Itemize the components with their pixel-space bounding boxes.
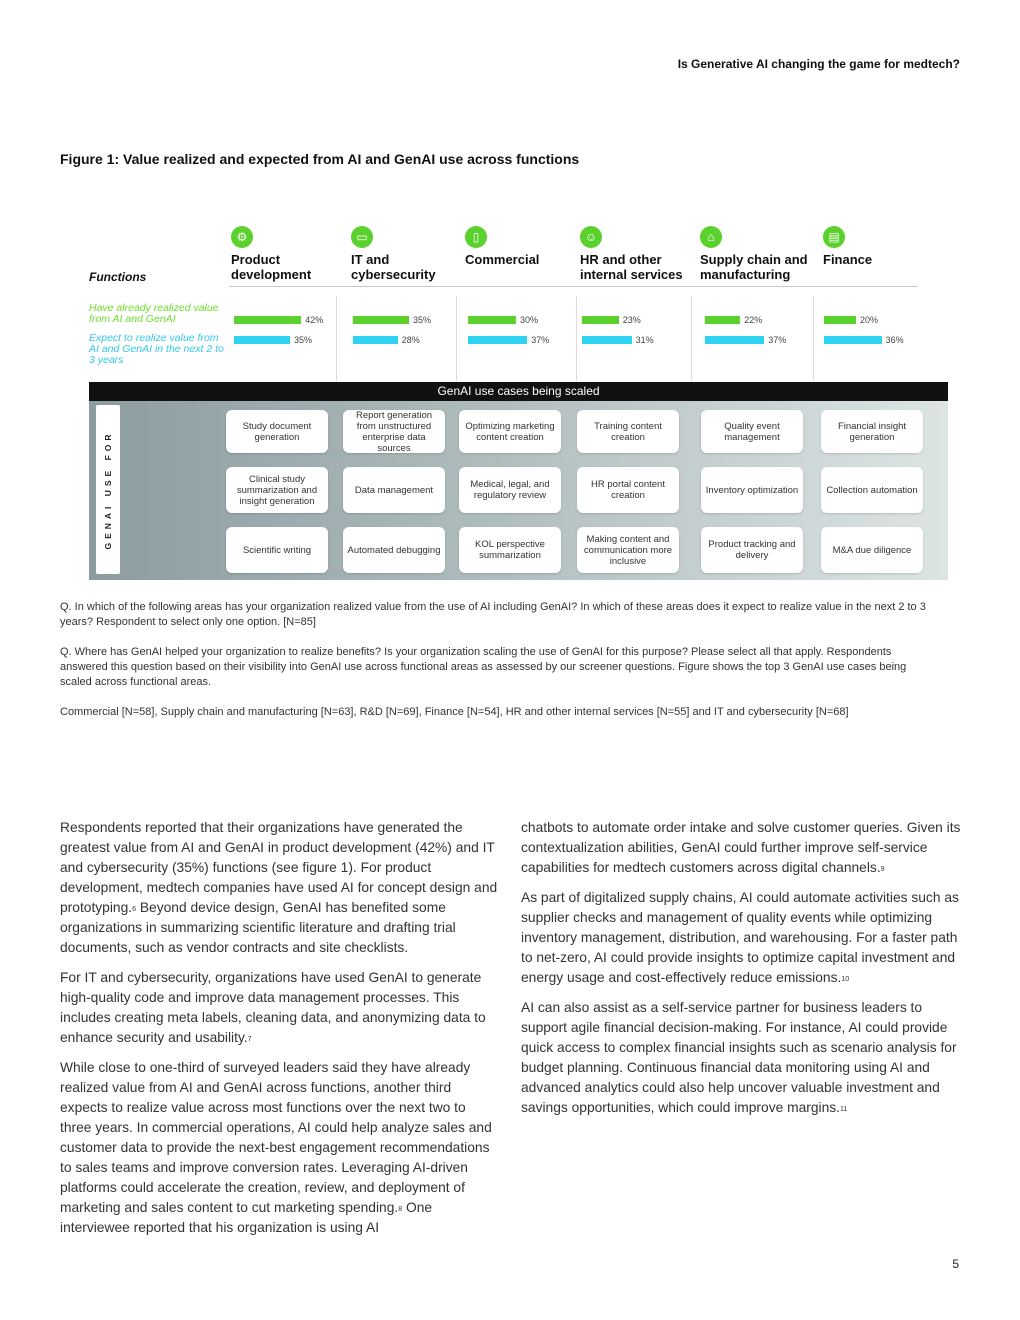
use-case-card: Making content and communication more inclusive xyxy=(577,527,679,573)
factory-icon: ⌂ xyxy=(700,226,722,248)
bar-value-label: 35% xyxy=(294,335,313,345)
bar-expected xyxy=(234,336,290,344)
use-case-card: HR portal content creation xyxy=(577,467,679,513)
footnote-reference: 11 xyxy=(840,1106,848,1113)
bar-value-label: 36% xyxy=(885,335,904,345)
gear-icon: ⚙ xyxy=(231,226,253,248)
use-case-card: Optimizing marketing content creation xyxy=(459,410,561,453)
use-case-card: KOL perspective summarization xyxy=(459,527,561,573)
footnote-reference: 7 xyxy=(247,1036,252,1043)
column-separator xyxy=(576,296,577,381)
body-paragraph: AI can also assist as a self-service partner for business leaders to support agile financial decision-making. For instance, AI could provide quick access to complex financial insights such as scenario analysis for budget planning. Continuous financial data monitoring using AI and advanced analytics could also help uncover valuable investment and savings opportunities, which could improve margins.$^{11}$ xyxy=(521,1000,957,1115)
column-separator xyxy=(691,296,692,381)
function-name: Supply chain and manufacturing xyxy=(700,252,808,282)
bar-value-label: 42% xyxy=(305,315,324,325)
bar-realized xyxy=(468,316,516,324)
functions-label: Functions xyxy=(89,270,147,284)
figure-title: Figure 1: Value realized and expected from AI and GenAI use across functions xyxy=(60,151,580,167)
body-paragraph: chatbots to automate order intake and solve customer queries. Given its contextualization abilities, GenAI could further improve self-service capabilities for medtech customers across digital channels.$^9$ xyxy=(521,820,961,875)
use-case-card: Inventory optimization xyxy=(701,467,803,513)
bar-expected xyxy=(582,336,632,344)
function-header-rule xyxy=(229,286,918,287)
bar-value-label: 30% xyxy=(520,315,539,325)
bar-expected xyxy=(824,336,882,344)
body-paragraph: Respondents reported that their organizations have generated the greatest value from AI and GenAI in product development (42%) and IT and cybersecurity (35%) functions (see figure 1). For product development, medtech companies have used AI for concept design and prototyping.$^6$ Beyond device design, GenAI has benefited some organizations in summarizing scientific literature and drafting trial documents, such as vendor contracts and site checklists. xyxy=(60,820,498,955)
running-header: Is Generative AI changing the game for medtech? xyxy=(677,57,960,71)
bar-value-label: 31% xyxy=(635,335,654,345)
use-case-card: Study document generation xyxy=(226,410,328,453)
column-separator xyxy=(456,296,457,381)
use-case-card: Clinical study summarization and insight generation xyxy=(226,467,328,513)
footnote-reference: 8 xyxy=(398,1206,403,1213)
use-case-card: Automated debugging xyxy=(343,527,445,573)
use-case-card: Product tracking and delivery xyxy=(701,527,803,573)
bar-value-label: 20% xyxy=(860,315,879,325)
money-icon: ▤ xyxy=(823,226,845,248)
function-name: Product development xyxy=(231,252,312,282)
bar-realized xyxy=(234,316,301,324)
body-paragraph: As part of digitalized supply chains, AI could automate activities such as supplier checks and management of quality events while optimizing inventory management, distribution, and warehousing. For a faster path to net-zero, AI could provide insights to optimize capital investment and energy usage and cost-effectively reduce emissions.$^{10}$ xyxy=(521,890,959,985)
use-case-card: M&A due diligence xyxy=(821,527,923,573)
function-name: HR and other internal services xyxy=(580,252,683,282)
bar-expected xyxy=(353,336,398,344)
bar-realized xyxy=(353,316,409,324)
body-paragraph: For IT and cybersecurity, organizations have used GenAI to generate high-quality code and improve data management processes. This includes creating meta labels, cleaning data, and anonymizing data to enhance security and usability.$^7$ xyxy=(60,970,486,1045)
use-case-card: Collection automation xyxy=(821,467,923,513)
function-name: Finance xyxy=(823,252,873,267)
bar-value-label: 37% xyxy=(531,335,550,345)
bar-value-label: 37% xyxy=(768,335,787,345)
bar-value-label: 35% xyxy=(413,315,432,325)
body-column-right xyxy=(521,818,961,1128)
bar-expected xyxy=(705,336,764,344)
genai-use-for-label: GENAI USE FOR xyxy=(96,405,120,574)
bar-value-label: 28% xyxy=(401,335,420,345)
use-case-card: Report generation from unstructured enterprise data sources xyxy=(343,410,445,453)
bar-realized xyxy=(582,316,619,324)
body-paragraph: While close to one-third of surveyed leaders said they have already realized value from AI and GenAI across functions, another third expects to realize value across most functions over the next two to three years. In commercial operations, AI could help analyze sales and customer data to provide the next-best engagement recommendations to sales teams and improve conversion rates. Leveraging AI-driven platforms could accelerate the creation, review, and deployment of marketing and sales content to cut marketing spending.$^8$ One interviewee reported that his organization is using AI xyxy=(60,1060,492,1235)
legend-expected: Expect to realize value from AI and GenAI in the next 2 to 3 years xyxy=(89,332,224,366)
body-column-left xyxy=(60,818,500,1248)
function-name: Commercial xyxy=(465,252,540,267)
footnote-reference: 6 xyxy=(132,906,137,913)
use-case-card: Quality event management xyxy=(701,410,803,453)
footnote-question-1: Q. In which of the following areas has your organization realized value from the use of AI including GenAI? In which of these areas does it expect to realize value in the next 2 to 3 years? Respondent to select only one option. [N=85] xyxy=(60,601,926,628)
phone-icon: ▯ xyxy=(465,226,487,248)
column-separator xyxy=(813,296,814,381)
scaled-use-cases-header: GenAI use cases being scaled xyxy=(89,382,948,401)
bar-realized xyxy=(824,316,856,324)
footnote-reference: 10 xyxy=(841,976,850,983)
page-number: 5 xyxy=(952,1257,959,1271)
footnote-reference: 9 xyxy=(880,866,885,873)
legend-realized: Have already realized value from AI and GenAI xyxy=(89,302,219,325)
footnote-question-2: Q. Where has GenAI helped your organization to realize benefits? Is your organization scaling the use of GenAI for this purpose? Please select all that apply. Respondents answered this question based on their visibility into GenAI use across functional areas as assessed by our screener questions. Figure shows the top 3 GenAI use cases being scaled across functional areas. xyxy=(60,646,907,688)
people-icon: ☺ xyxy=(580,226,602,248)
bar-expected xyxy=(468,336,527,344)
bar-value-label: 23% xyxy=(622,315,641,325)
use-case-card: Data management xyxy=(343,467,445,513)
function-name: IT and cybersecurity xyxy=(351,252,436,282)
use-case-card: Medical, legal, and regulatory review xyxy=(459,467,561,513)
use-case-card: Scientific writing xyxy=(226,527,328,573)
column-separator xyxy=(336,296,337,381)
footnote-sample-sizes: Commercial [N=58], Supply chain and manufacturing [N=63], R&D [N=69], Finance [N=54], HR and other internal services [N=55] and IT and cybersecurity [N=68] xyxy=(60,706,849,718)
use-case-card: Financial insight generation xyxy=(821,410,923,453)
monitor-icon: ▭ xyxy=(351,226,373,248)
bar-realized xyxy=(705,316,740,324)
use-case-card: Training content creation xyxy=(577,410,679,453)
bar-value-label: 22% xyxy=(744,315,763,325)
